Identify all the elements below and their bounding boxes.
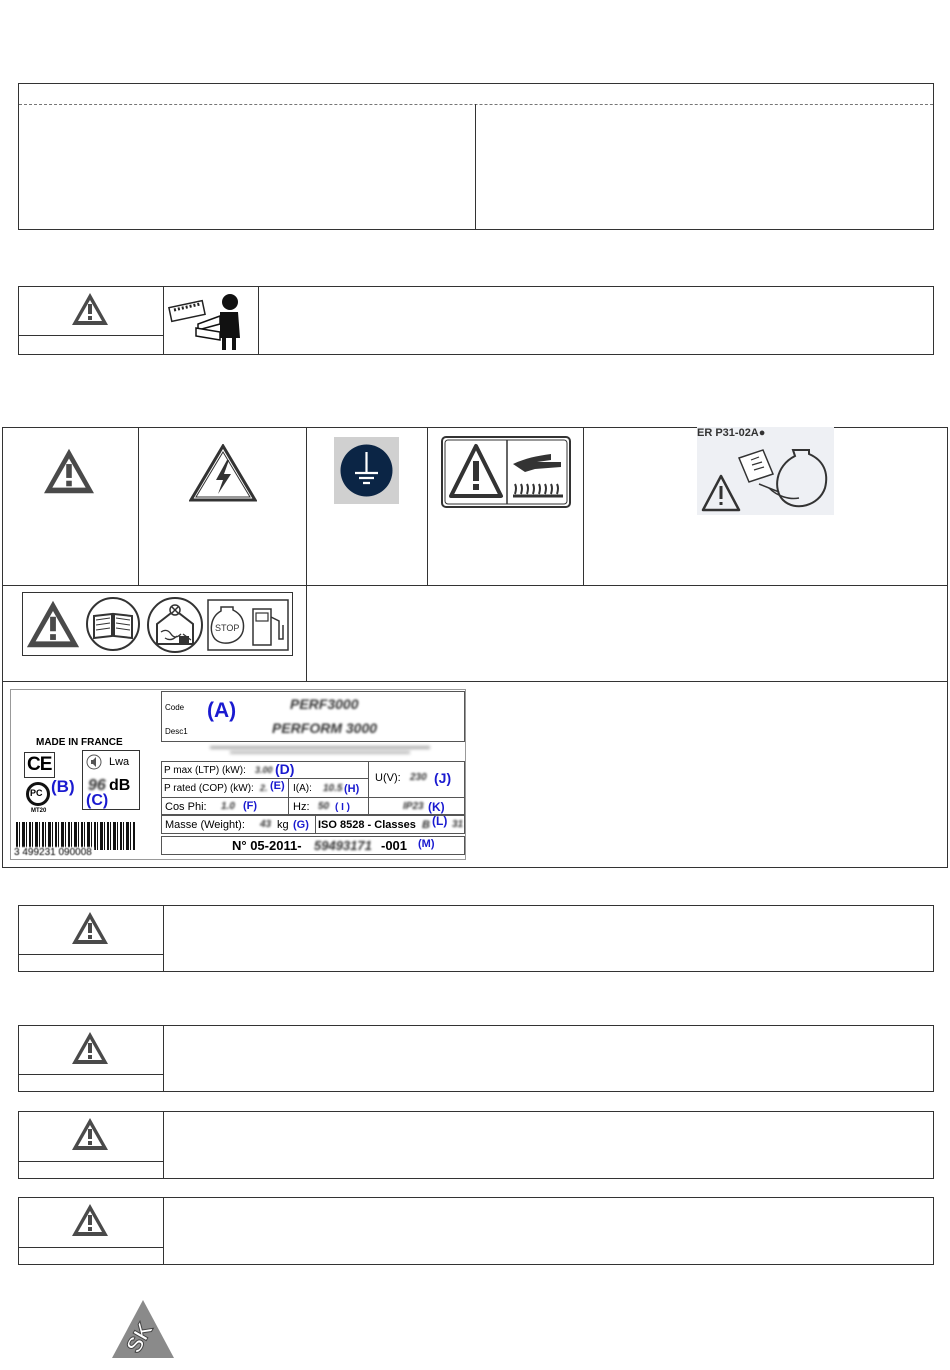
barcode-number: 3 499231 090008 (14, 847, 92, 858)
table-1-column-divider (475, 104, 476, 230)
ip-value: IP23 (403, 801, 424, 812)
warning-row-1 (18, 286, 934, 355)
warning-icon (70, 1202, 110, 1238)
no-indoor-use-icon (145, 596, 205, 654)
cosphi-label: Cos Phi: (165, 801, 207, 813)
mt20-label: MT20 (31, 808, 47, 814)
serial-suffix: -001 (381, 838, 408, 853)
language-badge-text: SK (120, 1318, 158, 1358)
iso-tail: 31 (452, 819, 464, 830)
table-1-dashed-divider (19, 104, 933, 105)
er-label-code: ER P31-02A● (697, 427, 766, 439)
warning-row-4 (18, 1111, 934, 1179)
warning-icon (70, 1030, 110, 1066)
table-1 (18, 83, 934, 230)
made-in-france: MADE IN FRANCE (36, 737, 123, 748)
hot-surface-warning-icon (441, 436, 571, 508)
warning-icon (70, 291, 110, 327)
marker-l: (L) (432, 814, 448, 828)
serial-prefix: N° 05-2011- (232, 838, 302, 853)
fuel-oil-warning-icon (699, 440, 833, 514)
current-label: I(A): (293, 783, 312, 794)
marker-f: (F) (243, 800, 258, 812)
electric-hazard-icon (189, 444, 257, 502)
hz-value: 50 (318, 801, 330, 812)
current-value: 10.5 (323, 783, 343, 794)
warning-icon (24, 596, 82, 652)
lwa-label: Lwa (109, 756, 130, 768)
mass-unit: kg (277, 819, 289, 831)
code-value: PERF3000 (290, 696, 359, 712)
barcode (16, 822, 136, 850)
marker-a: (A) (207, 699, 237, 722)
voltage-label: U(V): (375, 772, 401, 784)
address-blurred (200, 744, 440, 758)
marker-m: (M) (418, 838, 435, 850)
marker-h: (H) (344, 783, 360, 795)
speaker-icon (86, 754, 104, 770)
marker-b: (B) (51, 777, 75, 796)
warning-row-5 (18, 1197, 934, 1265)
svg-text:STOP: STOP (215, 623, 240, 633)
db-unit: dB (109, 777, 131, 794)
stop-engine-refuel-icon (207, 599, 289, 651)
lwa-value: 96 (88, 777, 106, 794)
hz-label: Hz: (293, 801, 310, 813)
prated-value: 2. (260, 783, 268, 793)
ce-mark: CE (27, 754, 52, 775)
warning-icon (70, 1116, 110, 1152)
marker-k: (K) (428, 800, 445, 814)
iso-label: ISO 8528 - Classes (318, 819, 416, 831)
code-label: Code (165, 703, 185, 712)
read-manual-icon (84, 596, 142, 652)
desc-label: Desc1 (165, 727, 188, 736)
marker-i: ( I ) (335, 802, 350, 813)
earth-ground-icon (334, 437, 399, 504)
marker-j: (J) (434, 770, 452, 786)
warning-row-2 (18, 905, 934, 972)
marker-c: (C) (86, 792, 109, 809)
marker-e: (E) (270, 780, 285, 792)
pmax-value: 3.00 (255, 765, 273, 775)
marker-g: (G) (293, 819, 309, 831)
marker-d: (D) (275, 761, 295, 777)
warning-icon (70, 910, 110, 946)
pmax-label: P max (LTP) (kW): (164, 765, 246, 776)
warning-icon (40, 446, 98, 496)
warning-row-3 (18, 1025, 934, 1092)
mass-value: 43 (260, 819, 272, 830)
pct-mark: PC (30, 788, 43, 798)
cosphi-value: 1.0 (221, 801, 235, 812)
person-reading-manual-icon (168, 290, 254, 352)
mass-label: Masse (Weight): (165, 819, 245, 831)
iso-value: B (422, 819, 430, 831)
voltage-value: 230 (410, 772, 427, 783)
serial-middle: 59493171 (314, 838, 372, 853)
desc-value: PERFORM 3000 (272, 720, 378, 736)
prated-label: P rated (COP) (kW): (164, 783, 254, 794)
